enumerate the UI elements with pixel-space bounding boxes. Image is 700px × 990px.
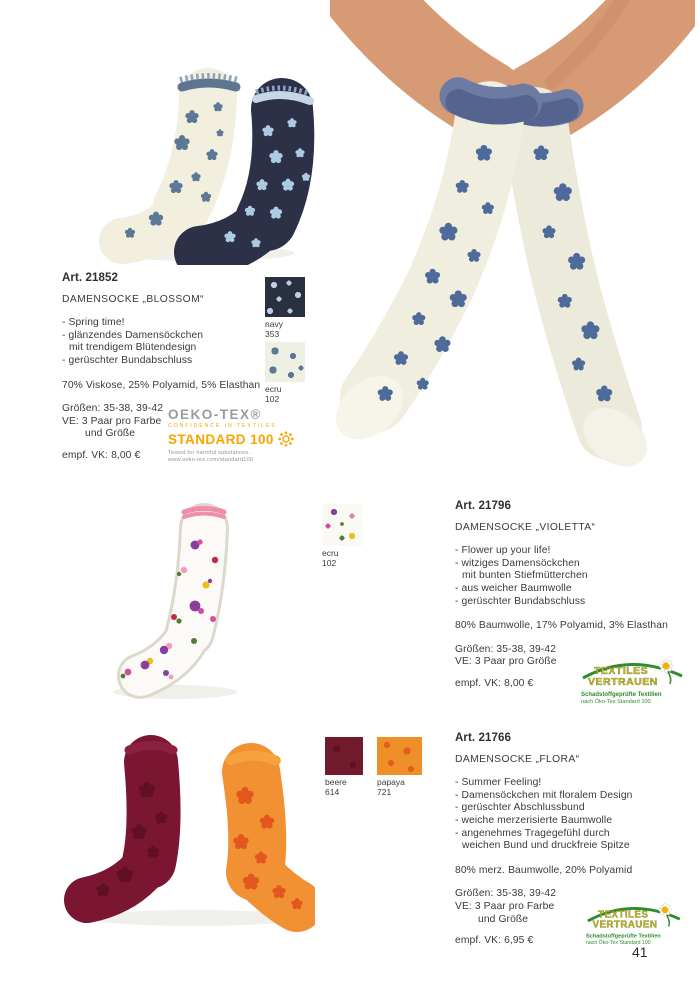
flora-sock-beere (87, 746, 173, 901)
flora-ve: VE: 3 Paar pro Farbe (455, 900, 555, 912)
blossom-product-name: DAMENSOCKE „BLOSSOM“ (62, 293, 204, 305)
flora-art-number: Art. 21766 (455, 732, 511, 744)
swatch-ecru2-image (322, 504, 362, 546)
swatch-navy-name: navy (265, 319, 283, 329)
violetta-bullet: - gerüschter Bundabschluss (455, 595, 586, 607)
flora-bullet: - Summer Feeling! (455, 777, 542, 789)
violetta-product-photo (100, 500, 260, 710)
flora-bullet: - gerüschter Abschlussbund (455, 802, 585, 814)
model-sock-right (510, 102, 659, 479)
flora-swatch-beere (325, 737, 363, 797)
blossom-bullet: - Spring time! (62, 317, 125, 329)
flora-bullet: - Damensöckchen mit floralem Design (455, 789, 633, 801)
swatch-ecru2-name: ecru (322, 548, 339, 558)
violetta-art-number: Art. 21796 (455, 500, 511, 512)
blossom-product-photo (60, 35, 340, 265)
violetta-bullet: - aus weicher Baumwolle (455, 582, 572, 594)
blossom-swatch-navy (265, 277, 305, 339)
tv-sub2: nach Öko-Tex Standard 100 (586, 940, 651, 947)
violetta-ve: VE: 3 Paar pro Größe (455, 656, 557, 668)
swatch-navy-code: 353 (265, 329, 280, 339)
swatch-papaya-image (377, 737, 422, 775)
blossom-art-number: Art. 21852 (62, 272, 118, 284)
swatch-papaya-code: 721 (377, 787, 392, 797)
flora-bullet: weichen Bund und druckfreie Spitze (462, 840, 630, 852)
oeko-tex-logo (168, 407, 308, 463)
flora-sizes: Größen: 35-38, 39-42 (455, 888, 557, 900)
blossom-bullet: mit trendigem Blütendesign (69, 342, 197, 354)
oeko-tex-tested: Tested for harmful substances. (168, 449, 251, 456)
tv-line1: TEXTILES (598, 909, 649, 921)
swatch-papaya-name: papaya (377, 777, 405, 787)
tv-sub1: Schadstoffgeprüfte Textilien (581, 692, 662, 698)
blossom-ve: VE: 3 Paar pro Farbe (62, 415, 162, 427)
oeko-tex-brand: OEKO-TEX® (168, 407, 262, 422)
violetta-product-name: DAMENSOCKE „VIOLETTA“ (455, 521, 596, 533)
flora-swatch-papaya (377, 737, 422, 797)
sun-icon (277, 430, 295, 448)
swatch-navy-image (265, 277, 305, 317)
swatch-ecru-name: ecru (265, 384, 282, 394)
oeko-tex-tagline: CONFIDENCE IN TEXTILES (168, 423, 277, 429)
blossom-sizes: Größen: 35-38, 39-42 (62, 403, 164, 415)
violetta-sizes: Größen: 35-38, 39-42 (455, 643, 557, 655)
tv-line2: VERTRAUEN (588, 676, 658, 688)
violetta-material: 80% Baumwolle, 17% Polyamid, 3% Elasthan (455, 620, 668, 632)
blossom-bullet: - gerüschter Bundabschluss (62, 354, 193, 366)
violetta-bullet: mit bunten Stiefmütterchen (462, 570, 588, 582)
page-number: 41 (632, 944, 648, 960)
blossom-sock-ecru (122, 76, 238, 241)
tv-sub1: Schadstoffgeprüfte Textilien (586, 933, 661, 940)
blossom-ve-cont: und Größe (85, 428, 136, 440)
blossom-model-photo (330, 0, 695, 485)
violetta-bullet: - witziges Damensöckchen (455, 557, 580, 569)
flora-sock-papaya (231, 756, 303, 909)
tv-line2: VERTRAUEN (592, 919, 658, 931)
swatch-beere-image (325, 737, 363, 775)
swatch-ecru2-code: 102 (322, 558, 337, 568)
flora-price: empf. VK: 6,95 € (455, 935, 534, 947)
swatch-beere-name: beere (325, 777, 347, 787)
flora-bullet: - angenehmes Tragegefühl durch (455, 827, 610, 839)
blossom-bullet: - glänzendes Damensöckchen (62, 329, 204, 341)
flora-ve-cont: und Größe (478, 913, 529, 925)
violetta-bullet: - Flower up your life! (455, 545, 551, 557)
flora-material: 80% merz. Baumwolle, 20% Polyamid (455, 864, 633, 876)
model-sock-left (330, 96, 525, 452)
violetta-swatch-ecru (322, 504, 362, 568)
violetta-sock (121, 509, 224, 680)
blossom-swatch-ecru (265, 342, 305, 404)
blossom-price: empf. VK: 8,00 € (62, 449, 141, 461)
swatch-ecru-code: 102 (265, 394, 280, 404)
flora-product-name: DAMENSOCKE „FLORA“ (455, 753, 580, 765)
oeko-tex-standard: STANDARD 100 (168, 431, 274, 447)
tv-sub2: nach Öko-Tex Standard 100 (581, 699, 651, 705)
violetta-price: empf. VK: 8,00 € (455, 677, 534, 689)
flora-bullet: - weiche merzerisierte Baumwolle (455, 814, 613, 826)
blossom-material: 70% Viskose, 25% Polyamid, 5% Elasthan (62, 379, 261, 391)
swatch-ecru-image (265, 342, 305, 382)
oeko-tex-url: www.oeko-tex.com/standard100 (168, 457, 254, 463)
flora-product-photo (55, 730, 315, 935)
textiles-vertrauen-logo (578, 650, 696, 711)
swatch-beere-code: 614 (325, 787, 340, 797)
tv-line1: TEXTILES (594, 665, 649, 677)
